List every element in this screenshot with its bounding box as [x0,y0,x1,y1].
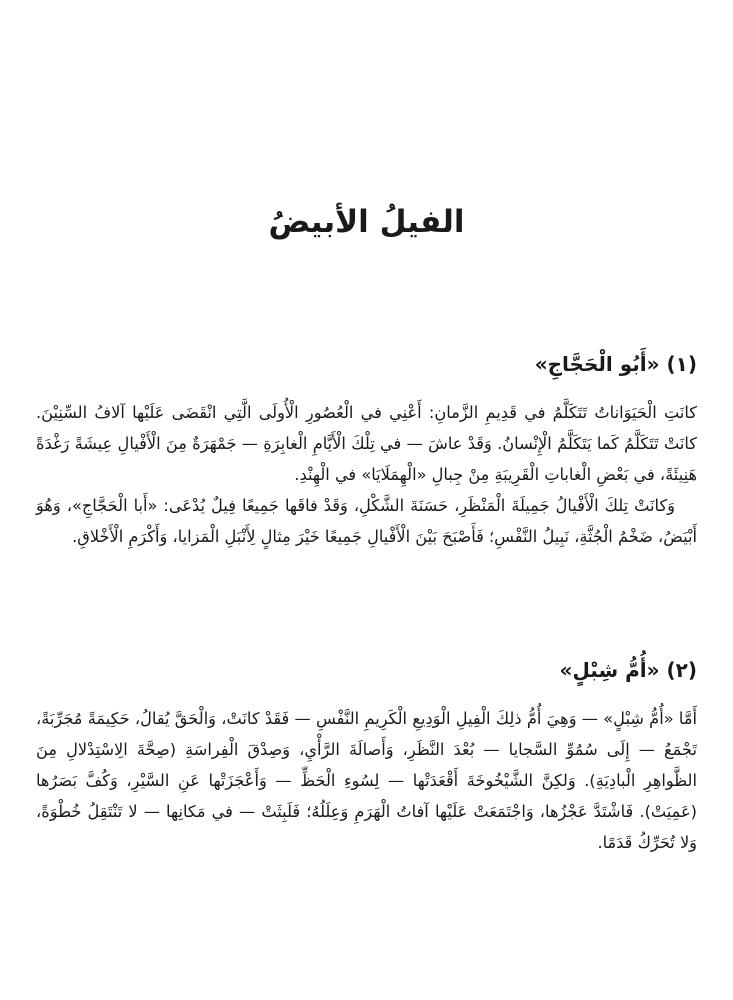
paragraph: وَكانَتْ تِلكَ الْأَفْيالُ جَمِيلَةَ الْمَنْظَرِ، حَسَنَةَ الشَّكْلِ، وَقَدْ فاقَها جَمِيعًا فِيلٌ يُدْعَى: «أَبا الْحَجَّاجِ»، وَهُوَ أَبْيَضُ، ضَخْمُ الْجُثَّةِ، نَبِيلُ النَّفْسِ؛ فَأَصْبَحَ بَيْنَ الْأَفْيالِ جَمِيعًا خَيْرَ مِثالٍ لِأَنْبَلِ الْمَزايا، وَأَكْرَمِ الْأَخْلاقِ. [36,496,697,546]
section-umm-shibl [36,655,697,858]
section-abu-al-hajjaj [36,349,697,552]
section-heading: (١) «أَبُو الْحَجَّاجِ» [534,352,697,376]
paragraph: كانَتِ الْحَيَوَاناتُ تَتَكَلَّمُ في قَدِيمِ الزَّمانِ: أَعْنِي في الْعُصُورِ الْأُولَى الَّتِي انْقَضَى عَلَيْها آلافُ السِّنِيْنَ. كانَتْ تَتَكَلَّمُ كَما يَتَكَلَّمُ الْإِنْسانُ. وَقَدْ عاشَ — في تِلْكَ الْأَيَّامِ الْغابِرَةِ — جَمْهَرَةٌ مِنَ الْأَفْيالِ عِيشَةً رَغْدَةً هَنِيئَةً، في بَعْضِ الْغاباتِ الْقَرِيبَةِ مِنْ جِبالِ «الْهِمَلَايَا» في الْهِنْدِ. [36,403,697,484]
chapter-title: الفيلُ الأبيضُ [268,204,465,240]
paragraph: أَمَّا «أُمُّ شِبْلٍ» — وَهِيَ أُمُّ ذلِكَ الْفِيلِ الْوَدِيعِ الْكَرِيمِ النَّفْسِ — فَقَدْ كانَتْ، وَالْحَقَّ يُقالُ، حَكِيمَةً مُجَرِّبَةً، تَجْمَعُ — إِلَى سُمُوِّ السَّجايا — بُعْدَ النَّظَرِ، وَأَصالَةَ الرَّأْيِ، وَصِدْقَ الْفِراسَةِ (صِحَّةَ الِاسْتِدْلالِ مِنَ الظَّواهِرِ الْبادِيَةِ). وَلكِنَّ الشَّيْخُوخَةَ أَقْعَدَتْها — لِسُوءِ الْحَظِّ — وَأَعْجَزَتْها عَنِ السَّيْرِ، وَكُفَّ بَصَرُها (عَمِيَتْ). فَاشْتَدَّ عَجْزُها، وَاجْتَمَعَتْ عَلَيْها آفاتُ الْهَرَمِ وَعِلَلُهُ؛ فَلَبِثَتْ — في مَكانِها — لا تَنْتَقِلُ خُطْوَةً، وَلا تُحَرِّكُ قَدَمًا. [36,709,697,852]
section-heading: (٢) «أُمُّ شِبْلٍ» [559,658,697,682]
